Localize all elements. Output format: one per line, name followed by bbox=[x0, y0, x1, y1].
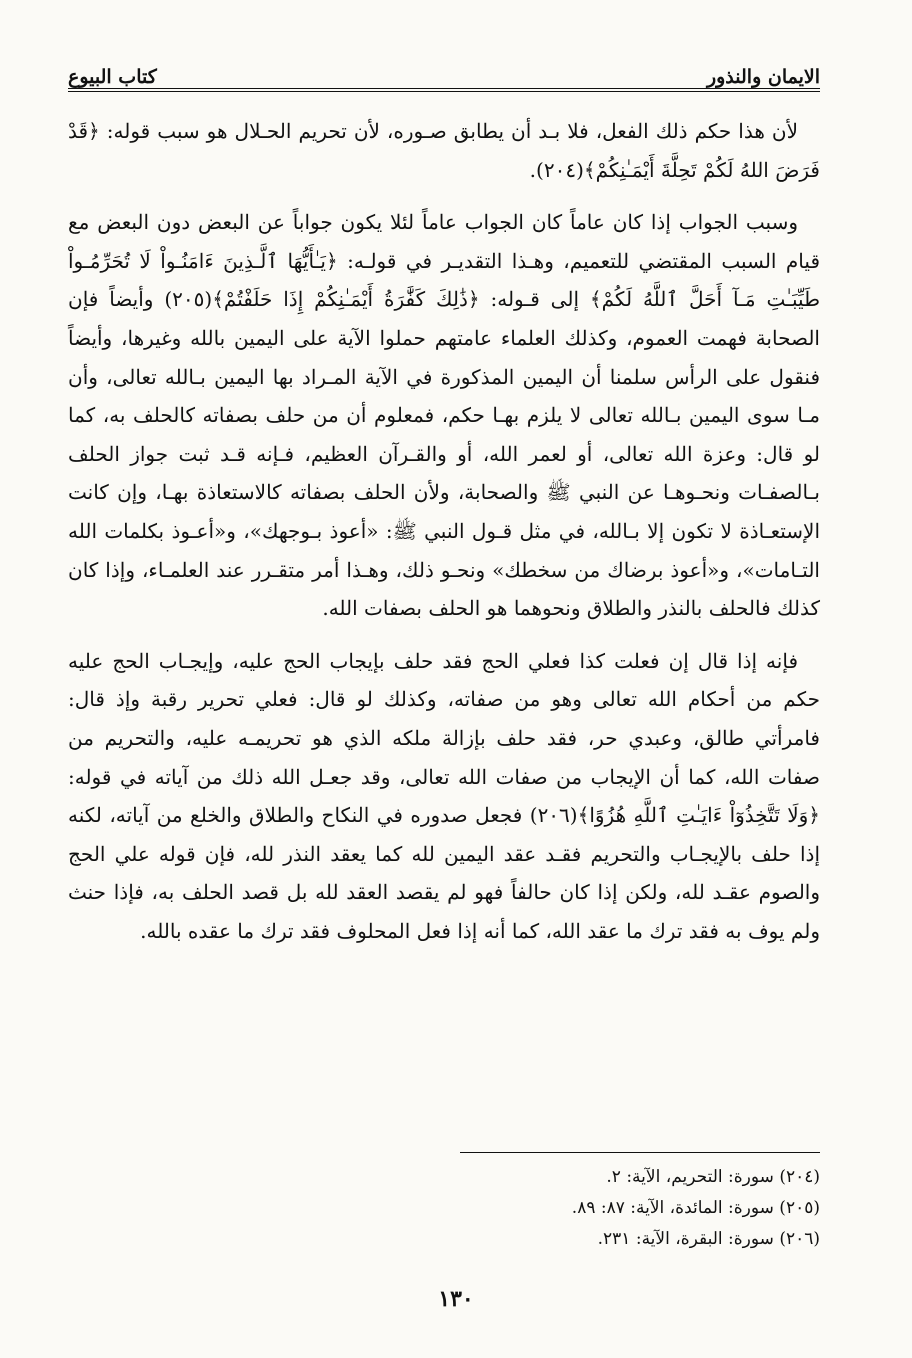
header-chapter-title: الايمان والنذور bbox=[706, 66, 820, 88]
footnote-rule bbox=[460, 1152, 820, 1153]
footnote-204: (٢٠٤) سورة: التحريم، الآية: ٢. bbox=[606, 1167, 820, 1187]
header-rule bbox=[68, 88, 820, 92]
paragraph-3: فإنه إذا قال إن فعلت كذا فعلي الحج فقد حلف بإيجاب الحج عليه، وإيجـاب الحج عليه حكم من أحكام الله تعالى وهو من صفاته، وكذلك لو قال: فعلي تحرير رقبة وإذ قال: فامرأتي طالق، وعبدي حر، فقد حلف بإزالة ملكه الذي هو تحريمـه عليه، والتحريم من صفات الله، كما أن الإيجاب من صفات الله تعالى، وقد جعـل الله ذلك من آياته في قوله: ﴿وَلَا تَتَّخِذُوٓاْ ءَايَـٰتِ ٱللَّهِ هُزُوًا﴾(٢٠٦) فجعل صدوره في النكاح والطلاق والخلع من آياته، لكنه إذا حلف بالإيجـاب والتحريم فقـد عقد اليمين لله كما يعقد النذر لله، فإن قوله علي الحج والصوم عقـد لله، ولكن إذا كان حالفاً فهو لم يقصد العقد لله بل قصد الحلف به، فإذا حنث ولم يوف به فقد ترك ما عقد الله، كما أنه إذا فعل المحلوف فقد ترك ما عقده بالله. bbox=[68, 648, 820, 943]
footnote-205: (٢٠٥) سورة: المائدة، الآية: ٨٧: ٨٩. bbox=[571, 1198, 820, 1218]
body-text bbox=[68, 112, 820, 964]
paragraph-1: لأن هذا حكم ذلك الفعل، فلا بـد أن يطابق صـوره، لأن تحريم الحـلال هو سبب قوله: ﴿قَدْ فَرَضَ اللهُ لَكُمْ تَحِلَّةَ أَيْمَـٰنِكُمْ﴾(٢٠٤). bbox=[68, 119, 820, 182]
footnote-206: (٢٠٦) سورة: البقرة، الآية: ٢٣١. bbox=[597, 1229, 820, 1249]
footnotes bbox=[68, 1162, 820, 1255]
page-number: ١٣٠ bbox=[438, 1286, 474, 1312]
header-book-title: كتاب البيوع bbox=[68, 66, 157, 88]
running-header bbox=[68, 48, 820, 88]
paragraph-2: وسبب الجواب إذا كان عاماً كان الجواب عاماً لئلا يكون جواباً عن البعض دون البعض مع قيام السبب المقتضي للتعميم، وهـذا التقديـر في قولـه: ﴿يَـٰأَيُّهَا ٱلَّـذِينَ ءَامَنُـواْ لَا تُحَرِّمُـواْ طَيِّبَـٰتِ مَـآ أَحَلَّ ٱللَّهُ لَكُمْ﴾ إلى قـوله: ﴿ذَٰلِكَ كَفَّٰرَةُ أَيْمَـٰنِكُمْ إِذَا حَلَفْتُمْ﴾(٢٠٥) وأيضاً فإن الصحابة فهمت العموم، وكذلك العلماء عامتهم حملوا الآية على اليمين بالله وغيرها، وأيضاً فنقول على الرأس سلمنا أن اليمين المذكورة في الآية المـراد بها اليمين بـالله تعالى، وأن مـا سوى اليمين بـالله تعالى لا يلزم بهـا حكم، فمعلوم أن من حلف بصفاته كالحلف به، كما لو قال: وعزة الله تعالى، أو لعمر الله، أو والقـرآن العظيم، فـإنه قـد ثبت جواز الحلف بـالصفـات ونحـوهـا عن النبي ﷺ والصحابة، ولأن الحلف بصفاته كالاستعاذة بهـا، وإن كانت الإستعـاذة لا تكون إلا بـالله، في مثل قـول النبي ﷺ: «أعوذ بـوجهك»، و«أعـوذ بكلمات الله التـامات»، و«أعوذ برضاك من سخطك» ونحـو ذلك، وهـذا أمر متقـرر عند العلمـاء، وإذا كان كذلك فالحلف بالنذر والطلاق ونحوهما هو الحلف بصفات الله. bbox=[68, 210, 820, 621]
